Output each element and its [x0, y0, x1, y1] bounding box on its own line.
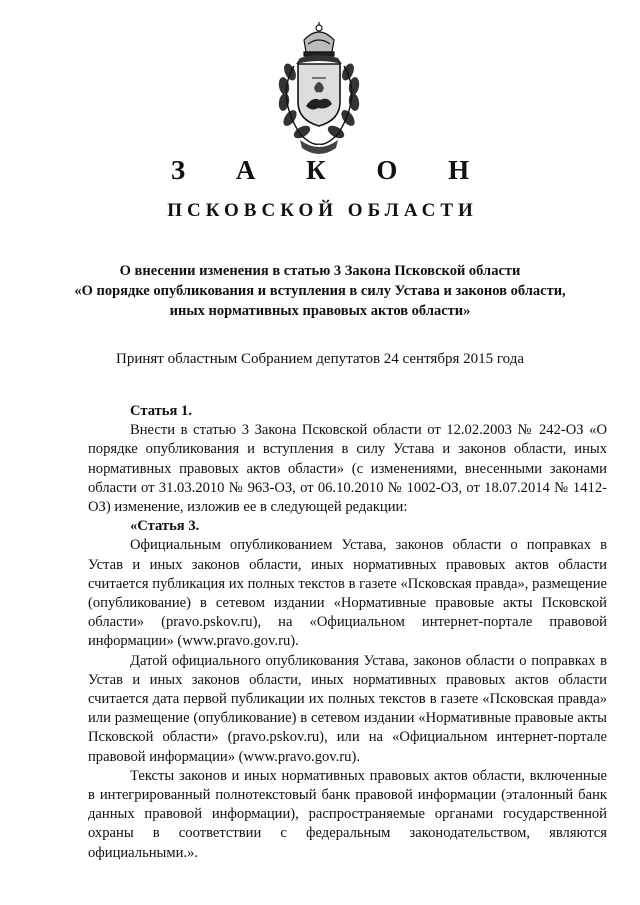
law-name-line: «О порядке опубликования и вступления в силу Устава и законов области,: [74, 283, 566, 299]
law-title: З А К О Н: [170, 155, 492, 185]
law-body: [88, 402, 607, 863]
law-subtitle: ПСКОВСКОЙ ОБЛАСТИ: [167, 200, 478, 221]
article-3-paragraph: Официальным опубликованием Устава, законов области о поправках в Устав и иных законов области, иных нормативных правовых актов области считается публикация их полных текстов в газете «Псковская правда», размещение (опубликование) в сетевом издании «Нормативные правовые акты Псковской области» (pravo.pskov.ru), на «Официальном интернет-портале правовой информации» (www.pravo.gov.ru).: [88, 537, 607, 650]
pskov-coat-of-arms-icon: [260, 22, 378, 164]
law-name: [70, 261, 570, 321]
article-1-text: Внести в статью 3 Закона Псковской области от 12.02.2003 № 242-ОЗ «О порядке опубликования и вступления в силу Устава и законов области, иных нормативных правовых актов области» (с изменениями, внесенными законами области от 31.03.2010 № 963-ОЗ, от 06.10.2010 № 1002-ОЗ, от 18.07.2014 № 1412-ОЗ) изменение, изложив ее в следующей редакции:: [88, 422, 607, 516]
article-3-paragraph: Датой официального опубликования Устава, законов области о поправках в Устав и иных законов области, иных нормативных правовых актов области считается дата первой публикации их полных текстов в газете «Псковская правда» или размещение (опубликование) в сетевом издании «Нормативные правовые акты Псковской области» (pravo.pskov.ru), или на «Официальном интернет-портале правовой информации» (www.pravo.gov.ru).: [88, 652, 607, 765]
adoption-statement: Принят областным Собранием депутатов 24 сентября 2015 года: [115, 351, 525, 367]
article-1-heading: Статья 1.: [130, 403, 192, 419]
law-name-line: О внесении изменения в статью 3 Закона Псковской области: [119, 263, 521, 279]
article-3-heading: «Статья 3.: [130, 518, 200, 535]
article-3-paragraph: Тексты законов и иных нормативных правовых актов области, включенные в интегрированный полнотекстовый банк правовой информации (эталонный банк данных правовой информации), распространяемые органами государственной охраны в соответствии с федеральным законодательством, являются официальными.».: [88, 767, 607, 861]
law-name-line: иных нормативных правовых актов области»: [169, 303, 471, 319]
